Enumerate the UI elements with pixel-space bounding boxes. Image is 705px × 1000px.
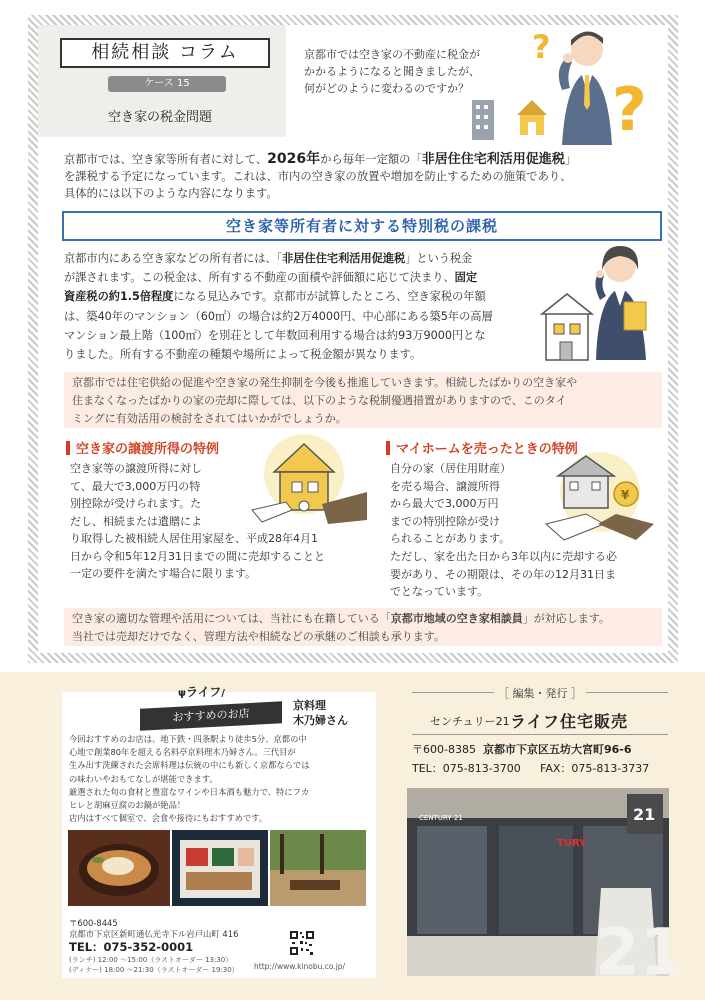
restaurant-url[interactable]: http://www.kinobu.co.jp/ [254,962,346,971]
svg-text:¥: ¥ [621,488,630,502]
section-title: 空き家等所有者に対する特別税の課税 [62,211,662,241]
svg-text:TURY: TURY [557,838,587,849]
soup-bowl-photo [68,830,170,906]
store-front-photo [407,788,685,990]
restaurant-name: 木乃婦さん [293,714,348,727]
house-key-illustration [252,432,367,527]
publisher-divider-bottom [412,734,668,735]
svg-text:?: ? [612,75,647,145]
intro-paragraph: 京都市では、空き家等所有者に対して、2026年から毎年一定額の「非居住住宅利活用促進税」 を課税する予定になっています。これは、市内の空き家の放置や増加を防止するための施策であり、 具体的には以下のような内容になります。 [64,151,577,200]
company-fax: FAX：075-813-3737 [540,762,650,775]
promotion-notice: 京都市では住宅供給の促進や空き家の発生抑制を今後も推進していきます。相続したばかりの空き家や 住まなくなったばかりの家の売却に際しては、以下のような税制優遇措置がありますので、このタイ ミングに有効活用の検討をされてはいかがでしょうか。 [64,372,662,428]
svg-text:21: 21 [633,805,656,824]
right-column-text-long: ただし、家を出た日から3年以内に売却する必 要があり、その期限は、その年の12月31日ま でとなっています。 [390,550,617,599]
businessman-illustration [462,20,662,145]
fork-icon: ψ [178,688,186,699]
publisher-label: ［ 編集・発行 ］ [494,685,586,701]
case-label: ケース 15 [108,76,226,92]
restaurant-hours: (ランチ) 12:00 ～15:00（ラストオーダー 13:30） (ディナー) 18:00 ～21:30（ラストオーダー 19:30） [69,956,239,974]
company-name: ライフ住宅販売 [510,712,629,731]
home-sale-illustration [540,450,660,542]
recommended-shop-banner: おすすめのお店 [140,701,282,730]
advisor-woman-illustration [542,240,662,365]
question-text: 京都市では空き家の不動産に税金が かかるようになると聞きましたが、 何がどのように変わるのですか？ [304,48,480,95]
consultation-notice: 空き家の適切な管理や活用については、当社にも在籍している「京都市地域の空き家相談員」が対応します。 当社では売却だけでなく、管理方法や相続などの承継のご相談も承ります。 [64,608,662,646]
svg-text:?: ? [532,28,551,66]
store-sign-text: CENTURY 21 [419,814,463,822]
column-subtitle: 空き家の税金問題 [107,110,212,125]
private-room-photo [270,830,366,906]
knife-icon: / [221,688,225,699]
company-address: 〒600-8385 京都市下京区五坊大宮町96-6 [412,743,632,756]
column-title: 相続相談 コラム [60,38,270,68]
restaurant-address: 〒600-8445 京都市下京区新町通仏光寺下ル岩戸山町 416 [69,918,239,939]
company-prefix: センチュリー21 [430,715,510,728]
right-column-title: マイホームを売ったときの特例 [386,438,578,457]
restaurant-description: 今回おすすめのお店は、地下鉄・四条駅より徒歩5分、京都の中 心地で創業80年を超える名料亭京料理木乃婦さん。三代目が 生み出す洗練された会席料理は伝統の中にも新しく京都ならでは の味わいやおもてなしが堪能できます。 厳選された旬の食材と豊富なワインや日本酒も魅力で、特にフカ ヒレと胡麻豆腐のお鍋が絶品！ 店内はすべて個室で、会食や接待にもおすすめです。 [69,734,310,824]
svg-text:21: 21 [595,916,685,990]
sashimi-plate-photo [172,830,268,906]
qr-code-icon[interactable] [289,930,315,956]
left-column-text-short: 空き家等の譲渡所得に対し て、最大で3,000万円の特 別控除が受けられます。た だし、相続または遺贈によ [70,462,202,528]
left-column-text-long: り取得した被相続人居住用家屋を、平成28年4月1 日から令和5年12月31日までの間に売却することと 一定の要件を満たす場合に限ります。 [70,532,325,581]
restaurant-type: 京料理 [293,699,326,712]
restaurant-phone: TEL：075-352-0001 [69,940,194,954]
right-column-text-short: 自分の家（居住用財産） を売る場合、譲渡所得 から最大で3,000万円 までの特別控除が受け られることがあります。 [390,462,511,546]
restaurant-tag: ψライフ/ [178,685,225,699]
company-phone: TEL：075-813-3700 [412,762,521,775]
left-column-title: 空き家の譲渡所得の特例 [66,438,219,457]
tax-explanation: 京都市内にある空き家などの所有者には、「非居住住宅利活用促進税」という税金 が課されます。この税金は、所有する不動産の面積や評価額に応じて決まり、固定 資産税の約1.5倍程度になる見込みです。京都市が試算したところ、空き家税の年額 は、築40年のマンション（60㎡）の場合は約2万4000円、中心部にある築5年の高層 マンション最上階（100㎡）を別荘として年数回利用する場合は約93万9000円とな りました。所有する不動産の種類や場所によって税金額が異なります。 [64,252,493,362]
